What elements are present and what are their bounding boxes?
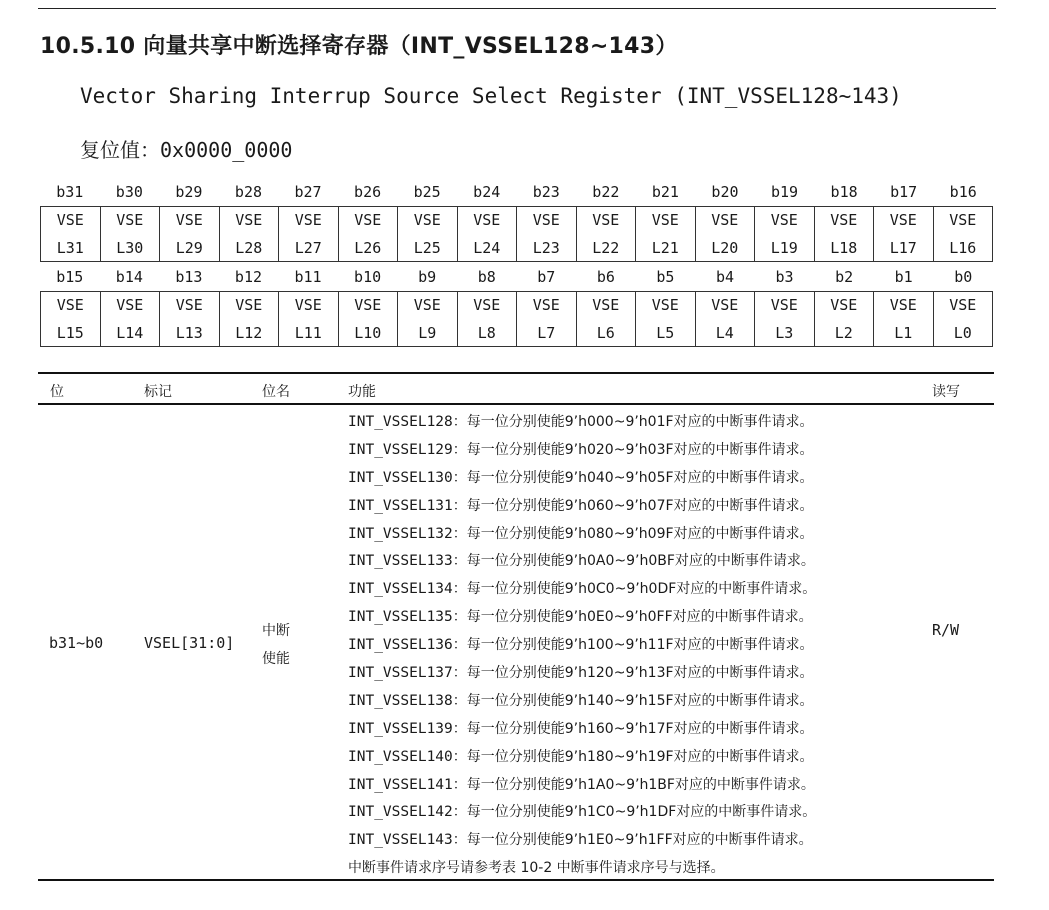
- bit-field-cell: [458, 207, 518, 261]
- table-bottom-rule: [38, 879, 994, 881]
- bit-field-name-top: VSE: [651, 211, 679, 229]
- row-bit-range: b31~b0: [49, 634, 104, 652]
- bit-number: b19: [770, 183, 799, 201]
- register-name: INT_VSSEL139: [348, 720, 453, 737]
- function-text: ：每一位分别使能9’h1A0~9’h1BF对应的中断事件请求。: [452, 776, 815, 793]
- register-name: INT_VSSEL130: [348, 469, 453, 486]
- bit-field-cell: [517, 292, 577, 346]
- register-name: INT_VSSEL128: [348, 414, 453, 430]
- function-line: [348, 744, 928, 772]
- bit-field-cell: [636, 207, 696, 261]
- bit-field-cell: [934, 207, 993, 261]
- register-name: INT_VSSEL137: [348, 665, 453, 682]
- bit-field-name-top: VSE: [354, 296, 382, 314]
- function-text: ：每一位分别使能9’h080~9’h09F对应的中断事件请求。: [452, 525, 814, 542]
- table-top-rule: [38, 372, 994, 374]
- bit-field-name-top: VSE: [294, 296, 322, 314]
- bit-number: b4: [715, 268, 734, 286]
- bit-number: b2: [835, 268, 854, 286]
- reset-label: 复位值：: [80, 138, 160, 162]
- bit-field-name-bottom: L3: [775, 324, 794, 342]
- bit-field-name-bottom: L8: [477, 324, 496, 342]
- bit-field-cell: [279, 207, 339, 261]
- bit-field-cell: [815, 292, 875, 346]
- bit-field-cell: [220, 207, 280, 261]
- bit-field-name-top: VSE: [711, 296, 739, 314]
- header-bit-name: 位名: [262, 384, 290, 400]
- function-text: ：每一位分别使能9’h0E0~9’h0FF对应的中断事件请求。: [452, 609, 813, 626]
- bit-number-row-low: [40, 268, 993, 286]
- header-bit: 位: [50, 384, 64, 400]
- bit-field-name-bottom: L11: [294, 324, 322, 342]
- bit-field-name-bottom: L6: [596, 324, 615, 342]
- bit-field-name-bottom: L28: [235, 239, 263, 257]
- bit-field-name-bottom: L1: [894, 324, 913, 342]
- function-line: [348, 660, 928, 688]
- function-line: [348, 465, 928, 493]
- bit-field-name-top: VSE: [770, 296, 798, 314]
- bit-field-cell: [517, 207, 577, 261]
- bit-number: b20: [711, 183, 739, 201]
- bit-number: b3: [775, 268, 794, 286]
- function-line: [348, 493, 928, 521]
- bit-field-name-top: VSE: [235, 211, 263, 229]
- reset-value-line: [80, 134, 292, 163]
- bit-number: b29: [175, 183, 203, 201]
- bit-field-name-bottom: L15: [56, 324, 84, 342]
- bit-field-name-top: VSE: [116, 211, 144, 229]
- bit-number: b17: [890, 183, 918, 201]
- bit-number: b22: [592, 183, 620, 201]
- bit-field-name-top: VSE: [294, 211, 322, 229]
- top-rule: [38, 8, 996, 9]
- bit-field-name-top: VSE: [949, 211, 977, 229]
- function-text: ：每一位分别使能9’h160~9’h17F对应的中断事件请求。: [452, 720, 814, 737]
- bit-field-name-top: VSE: [889, 296, 917, 314]
- bit-field-name-top: VSE: [235, 296, 263, 314]
- table-header-rule: [38, 403, 994, 405]
- register-name: INT_VSSEL140: [348, 748, 453, 765]
- function-line: [348, 772, 928, 800]
- bit-field-name-bottom: L7: [537, 324, 556, 342]
- function-text: ：每一位分别使能9’h1C0~9’h1DF对应的中断事件请求。: [452, 804, 817, 821]
- bit-number-row-high: [40, 183, 993, 201]
- bit-number: b12: [234, 268, 263, 286]
- bit-field-name-bottom: L4: [715, 324, 734, 342]
- bit-field-name-top: VSE: [56, 211, 84, 229]
- function-line: [348, 576, 928, 604]
- bit-field-cell: [101, 292, 161, 346]
- bit-field-name-bottom: L17: [889, 239, 917, 257]
- bit-field-name-top: VSE: [413, 296, 441, 314]
- bit-field-name-bottom: L22: [592, 239, 620, 257]
- reset-value: 0x0000_0000: [160, 138, 293, 162]
- function-text: ：每一位分别使能9’h1E0~9’h1FF对应的中断事件请求。: [452, 832, 813, 849]
- row-bit-name-line2: 使能: [262, 651, 290, 667]
- bit-number: b26: [354, 183, 382, 201]
- register-name: INT_VSSEL142: [348, 804, 453, 821]
- function-text: ：每一位分别使能9’h180~9’h19F对应的中断事件请求。: [452, 748, 814, 765]
- header-rw: 读写: [932, 384, 960, 400]
- bit-field-name-top: VSE: [473, 296, 501, 314]
- bit-number: b5: [656, 268, 675, 286]
- bit-field-name-top: VSE: [830, 296, 858, 314]
- bit-field-name-top: VSE: [413, 211, 441, 229]
- bit-number: b13: [175, 268, 203, 286]
- function-line: [348, 604, 928, 632]
- bit-field-name-top: VSE: [592, 211, 620, 229]
- header-mark: 标记: [144, 384, 172, 400]
- register-name: INT_VSSEL132: [348, 525, 453, 542]
- bit-number: b15: [56, 268, 84, 286]
- bit-field-name-top: VSE: [473, 211, 501, 229]
- bit-number: b31: [56, 183, 84, 201]
- bit-field-cell: [577, 207, 637, 261]
- bit-field-cell: [101, 207, 161, 261]
- bit-number: b10: [354, 268, 382, 286]
- bit-field-cell: [755, 207, 815, 261]
- function-text: ：每一位分别使能9’h100~9’h11F对应的中断事件请求。: [452, 637, 814, 654]
- bit-field-cell: [41, 207, 101, 261]
- bit-field-name-top: VSE: [830, 211, 858, 229]
- bit-field-name-top: VSE: [651, 296, 679, 314]
- bit-field-cell: [755, 292, 815, 346]
- register-name: INT_VSSEL133: [348, 553, 453, 570]
- bit-field-name-bottom: L21: [651, 239, 679, 257]
- bit-number: b25: [413, 183, 441, 201]
- bit-number: b6: [596, 268, 615, 286]
- bit-field-cell: [874, 207, 934, 261]
- bit-field-row-low: [40, 291, 993, 347]
- register-name: INT_VSSEL135: [348, 609, 453, 626]
- bit-field-cell: [398, 207, 458, 261]
- function-line: [348, 521, 928, 549]
- bit-field-cell: [458, 292, 518, 346]
- bit-field-cell: [636, 292, 696, 346]
- register-name: INT_VSSEL136: [348, 637, 453, 654]
- function-line: [348, 632, 928, 660]
- bit-field-name-bottom: L23: [532, 239, 560, 257]
- row-rw: R/W: [932, 621, 960, 639]
- function-text: ：每一位分别使能9’h0A0~9’h0BF对应的中断事件请求。: [452, 553, 815, 570]
- bit-field-name-top: VSE: [56, 296, 84, 314]
- bit-field-cell: [279, 292, 339, 346]
- bit-field-name-bottom: L18: [830, 239, 858, 257]
- register-name: INT_VSSEL141: [348, 776, 453, 793]
- bit-field-name-bottom: L31: [56, 239, 84, 257]
- bit-field-cell: [220, 292, 280, 346]
- bit-field-cell: [815, 207, 875, 261]
- bit-field-cell: [696, 292, 756, 346]
- function-line: [348, 799, 928, 827]
- function-text: ：每一位分别使能9’h040~9’h05F对应的中断事件请求。: [452, 469, 814, 486]
- bit-field-name-top: VSE: [175, 296, 203, 314]
- function-description-list: [348, 409, 928, 883]
- register-name: INT_VSSEL129: [348, 441, 453, 458]
- function-line: [348, 827, 928, 855]
- bit-number: b11: [294, 268, 322, 286]
- function-text: ：每一位分别使能9’h140~9’h15F对应的中断事件请求。: [452, 692, 814, 709]
- bit-number: b21: [651, 183, 679, 201]
- bit-field-row-high: [40, 206, 993, 262]
- bit-field-name-bottom: L10: [354, 324, 382, 342]
- function-text: ：每一位分别使能9’h020~9’h03F对应的中断事件请求。: [452, 441, 814, 458]
- bit-number: b1: [894, 268, 913, 286]
- bit-number: b9: [418, 268, 437, 286]
- register-name: INT_VSSEL131: [348, 497, 453, 514]
- bit-field-name-bottom: L2: [834, 324, 853, 342]
- bit-field-cell: [577, 292, 637, 346]
- section-title: 10.5.10 向量共享中断选择寄存器（INT_VSSEL128~143）: [40, 34, 678, 59]
- bit-field-cell: [339, 207, 399, 261]
- bit-field-cell: [696, 207, 756, 261]
- bit-number: b28: [234, 183, 263, 201]
- bit-field-name-bottom: L0: [953, 324, 972, 342]
- bit-field-name-top: VSE: [354, 211, 382, 229]
- function-line: [348, 409, 928, 437]
- bit-field-name-top: VSE: [532, 296, 560, 314]
- bit-field-name-top: VSE: [592, 296, 620, 314]
- bit-field-cell: [398, 292, 458, 346]
- bit-number: b0: [954, 268, 973, 286]
- bit-field-name-bottom: L30: [116, 239, 144, 257]
- register-subtitle: Vector Sharing Interrup Source Select Register (INT_VSSEL128~143): [80, 84, 902, 108]
- bit-field-name-bottom: L29: [175, 239, 203, 257]
- reference-note: 中断事件请求序号请参考表 10-2 中断事件请求序号与选择。: [348, 860, 725, 877]
- bit-number: b8: [477, 268, 496, 286]
- bit-field-name-bottom: L19: [770, 239, 798, 257]
- bit-field-name-bottom: L20: [711, 239, 739, 257]
- bit-field-name-bottom: L5: [656, 324, 675, 342]
- bit-field-name-bottom: L12: [235, 324, 263, 342]
- row-bit-name-line1: 中断: [262, 623, 290, 639]
- bit-field-name-bottom: L9: [418, 324, 437, 342]
- bit-field-cell: [934, 292, 993, 346]
- bit-field-name-bottom: L24: [473, 239, 501, 257]
- function-line: [348, 716, 928, 744]
- function-text: ：每一位分别使能9’h120~9’h13F对应的中断事件请求。: [452, 665, 814, 682]
- bit-field-name-bottom: L26: [354, 239, 382, 257]
- bit-number: b7: [537, 268, 556, 286]
- register-name: INT_VSSEL134: [348, 581, 453, 598]
- bit-field-cell: [339, 292, 399, 346]
- function-text: ：每一位分别使能9’h000~9’h01F对应的中断事件请求。: [452, 414, 814, 430]
- bit-number: b27: [294, 183, 322, 201]
- bit-field-cell: [41, 292, 101, 346]
- bit-field-cell: [160, 207, 220, 261]
- bit-field-cell: [160, 292, 220, 346]
- bit-field-name-top: VSE: [949, 296, 977, 314]
- bit-field-name-bottom: L25: [413, 239, 441, 257]
- function-line: [348, 548, 928, 576]
- register-name: INT_VSSEL138: [348, 692, 453, 709]
- bit-number: b23: [532, 183, 560, 201]
- bit-field-name-bottom: L13: [175, 324, 203, 342]
- bit-number: b30: [115, 183, 143, 201]
- bit-field-name-bottom: L16: [949, 239, 977, 257]
- bit-field-name-top: VSE: [770, 211, 798, 229]
- bit-field-cell: [874, 292, 934, 346]
- bit-number: b18: [830, 183, 858, 201]
- bit-number: b24: [473, 183, 501, 201]
- bit-field-name-top: VSE: [175, 211, 203, 229]
- function-text: ：每一位分别使能9’h060~9’h07F对应的中断事件请求。: [452, 497, 814, 514]
- function-text: ：每一位分别使能9’h0C0~9’h0DF对应的中断事件请求。: [452, 581, 817, 598]
- bit-number: b14: [115, 268, 143, 286]
- bit-field-name-top: VSE: [116, 296, 144, 314]
- function-line: [348, 437, 928, 465]
- bit-field-name-top: VSE: [711, 211, 739, 229]
- bit-field-name-top: VSE: [889, 211, 917, 229]
- register-name: INT_VSSEL143: [348, 832, 453, 849]
- bit-field-name-top: VSE: [532, 211, 560, 229]
- bit-field-name-bottom: L14: [116, 324, 144, 342]
- bit-field-name-bottom: L27: [294, 239, 322, 257]
- header-function: 功能: [348, 384, 376, 400]
- bit-number: b16: [949, 183, 977, 201]
- row-mark: VSEL[31:0]: [144, 634, 235, 652]
- function-line: [348, 688, 928, 716]
